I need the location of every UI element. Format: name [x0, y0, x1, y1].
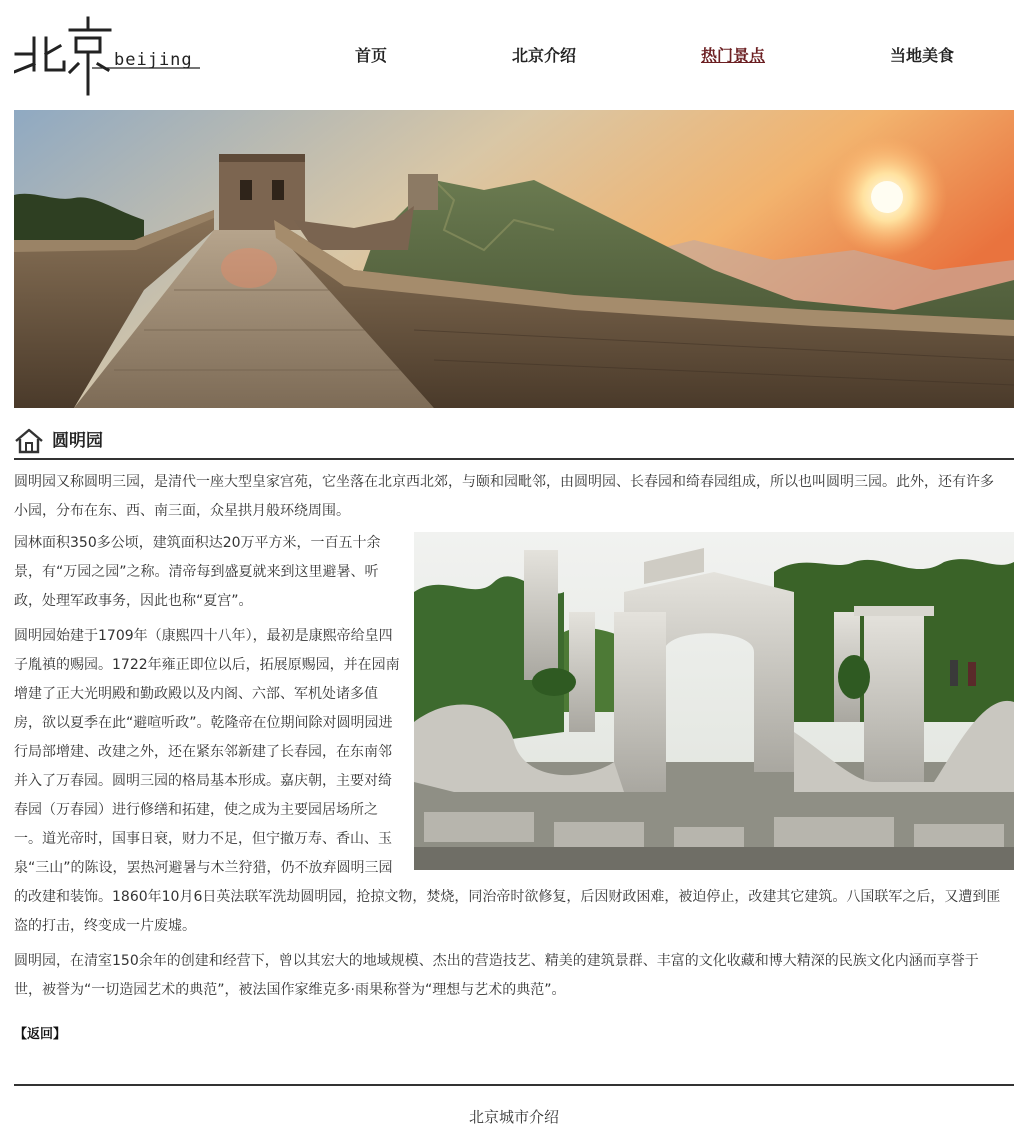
article-paragraph-1: 圆明园又称圆明三园，是清代一座大型皇家宫苑，它坐落在北京西北郊，与颐和园毗邻，由圆明园、长春园和绮春园组成，所以也叫圆明三园。此外，还有许多小园，分布在东、西、南三面，众星拱月般环绕周围。 [14, 474, 994, 519]
footer-text: 北京城市介绍 [468, 1108, 559, 1126]
header [0, 0, 1028, 110]
article-paragraph-2: 园林面积350多公顷，建筑面积达20万平方米，一百五十余景，有“万园之园”之称。清帝每到盛夏就来到这里避暑、听政，处理军政事务，因此也称“夏宫”。 [14, 535, 381, 609]
nav-item-home[interactable]: 首页 [355, 46, 388, 65]
main-nav [280, 40, 1020, 72]
banner [14, 110, 1014, 408]
article-paragraph-3: 圆明园始建于1709年（康熙四十八年），最初是康熙帝给皇四子胤禛的赐园。1722年雍正即位以后，拓展原赐园，并在园南增建了正大光明殿和勤政殿以及内阁、六部、军机处诸多值房，欲以夏季在此“避喧听政”。乾隆帝在位期间除对圆明园进行局部增建、改建之外，还在紧东邻新建了长春园，在东南邻并入了万春园。圆明三园的格局基本形成。嘉庆朝，主要对绮春园（万春园）进行修缮和拓建，使之成为主要园居场所之一。道光帝时，国事日衰，财力不足，但宁撤万寿、香山、玉泉“三山”的陈设，罢热河避暑与木兰狩猎，仍不放弃圆明三园的改建和装饰。1860年10月6日英法联军洗劫圆明园，抢掠文物，焚烧，同治帝时欲修复，后因财政困难，被迫停止，改建其它建筑。八国联军之后，又遭到匪盗的打击，终变成一片废墟。 [14, 628, 1001, 934]
nav-item-hot-attractions[interactable]: 热门景点 [701, 46, 766, 65]
nav-item-beijing-intro[interactable]: 北京介绍 [512, 46, 577, 65]
article-body [14, 468, 1004, 1011]
beijing-logo[interactable] [14, 14, 204, 98]
footer-divider [14, 1084, 1014, 1086]
section-title: 圆明园 [52, 431, 103, 451]
back-link[interactable]: 【返回】 [14, 1027, 67, 1042]
home-icon [14, 428, 44, 454]
article-paragraph-4: 圆明园，在清室150余年的创建和经营下，曾以其宏大的地域规模、杰出的营造技艺、精美的建筑景群、丰富的文化收藏和博大精深的民族文化内涵而享誉于世，被誉为“一切造园艺术的典范”，被法国作家维克多·雨果称誉为“理想与艺术的典范”。 [14, 953, 979, 998]
logo-text-en: beijing [114, 50, 193, 70]
yuanmingyuan-ruins-image [414, 532, 1014, 870]
great-wall-banner-image [14, 110, 1014, 408]
section-heading [14, 426, 1014, 460]
nav-item-local-food[interactable]: 当地美食 [890, 46, 955, 65]
article-photo [414, 532, 1014, 870]
